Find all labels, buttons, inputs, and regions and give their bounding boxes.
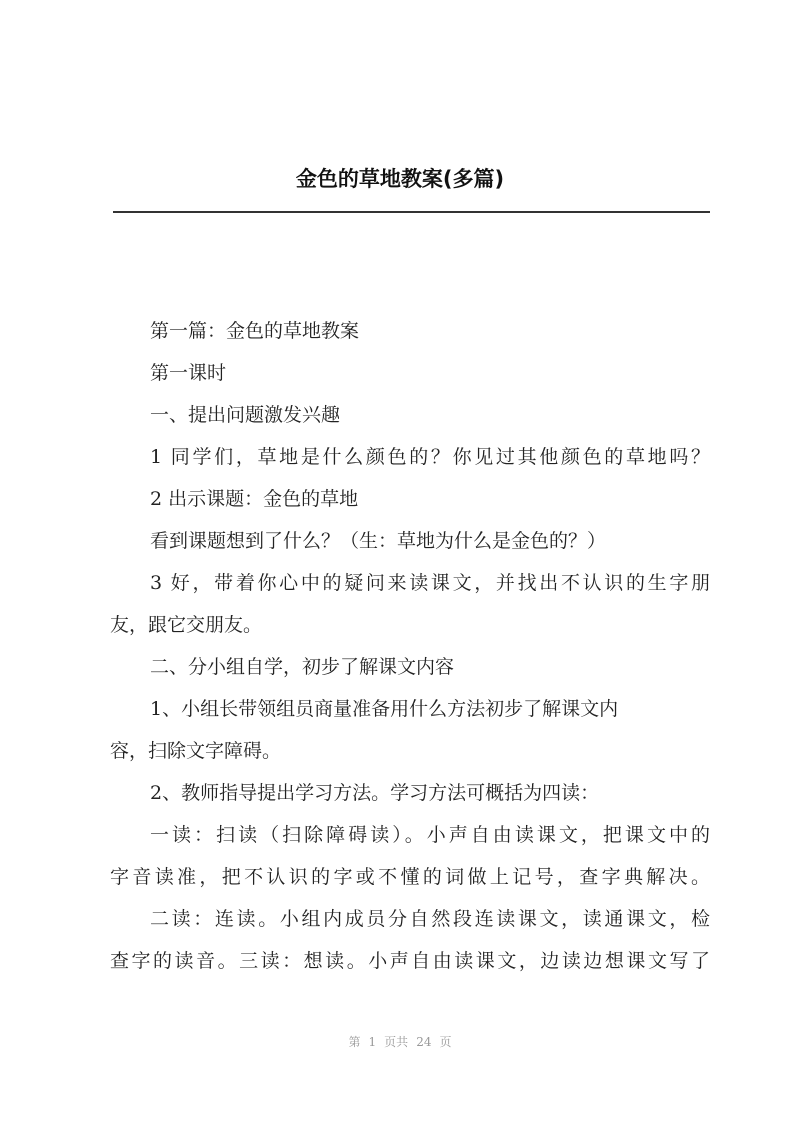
text-line: 一、提出问题激发兴趣 — [150, 404, 341, 426]
text-line: 二读：连读。小组内成员分自然段连读课文，读通课文，检 — [150, 908, 710, 930]
text-line: 第一课时 — [150, 362, 227, 384]
document-body — [110, 317, 710, 989]
text-line: 3 好，带着你心中的疑问来读课文，并找出不认识的生字朋 — [150, 572, 710, 594]
text-line: 第一篇：金色的草地教案 — [150, 320, 360, 342]
text-line: 容，扫除文字障碍。 — [110, 740, 282, 762]
text-line: 1、小组长带领组员商量准备用什么方法初步了解课文内 — [150, 698, 619, 720]
text-line: 二、分小组自学，初步了解课文内容 — [150, 656, 455, 678]
footer-page-number: 1 — [368, 1035, 377, 1049]
page-footer — [0, 1033, 800, 1050]
title-divider — [113, 211, 710, 213]
text-line: 字音读准，把不认识的字或不懂的词做上记号，查字典解决。 — [110, 866, 710, 888]
text-line: 看到课题想到了什么？（生：草地为什么是金色的？） — [150, 530, 607, 552]
footer-middle: 页共 — [384, 1035, 409, 1049]
footer-prefix: 第 — [348, 1035, 361, 1049]
text-line: 一读：扫读（扫除障碍读）。小声自由读课文，把课文中的 — [150, 824, 710, 846]
text-line: 查字的读音。三读：想读。小声自由读课文，边读边想课文写了 — [110, 950, 710, 972]
footer-suffix: 页 — [439, 1035, 452, 1049]
text-line: 1 同学们，草地是什么颜色的？你见过其他颜色的草地吗？ — [150, 446, 710, 468]
footer-total-pages: 24 — [416, 1035, 432, 1049]
document-title: 金色的草地教案(多篇) — [295, 167, 505, 191]
text-line: 友，跟它交朋友。 — [110, 614, 263, 636]
text-line: 2 出示课题：金色的草地 — [150, 488, 359, 510]
text-line: 2、教师指导提出学习方法。学习方法可概括为四读： — [150, 782, 600, 804]
